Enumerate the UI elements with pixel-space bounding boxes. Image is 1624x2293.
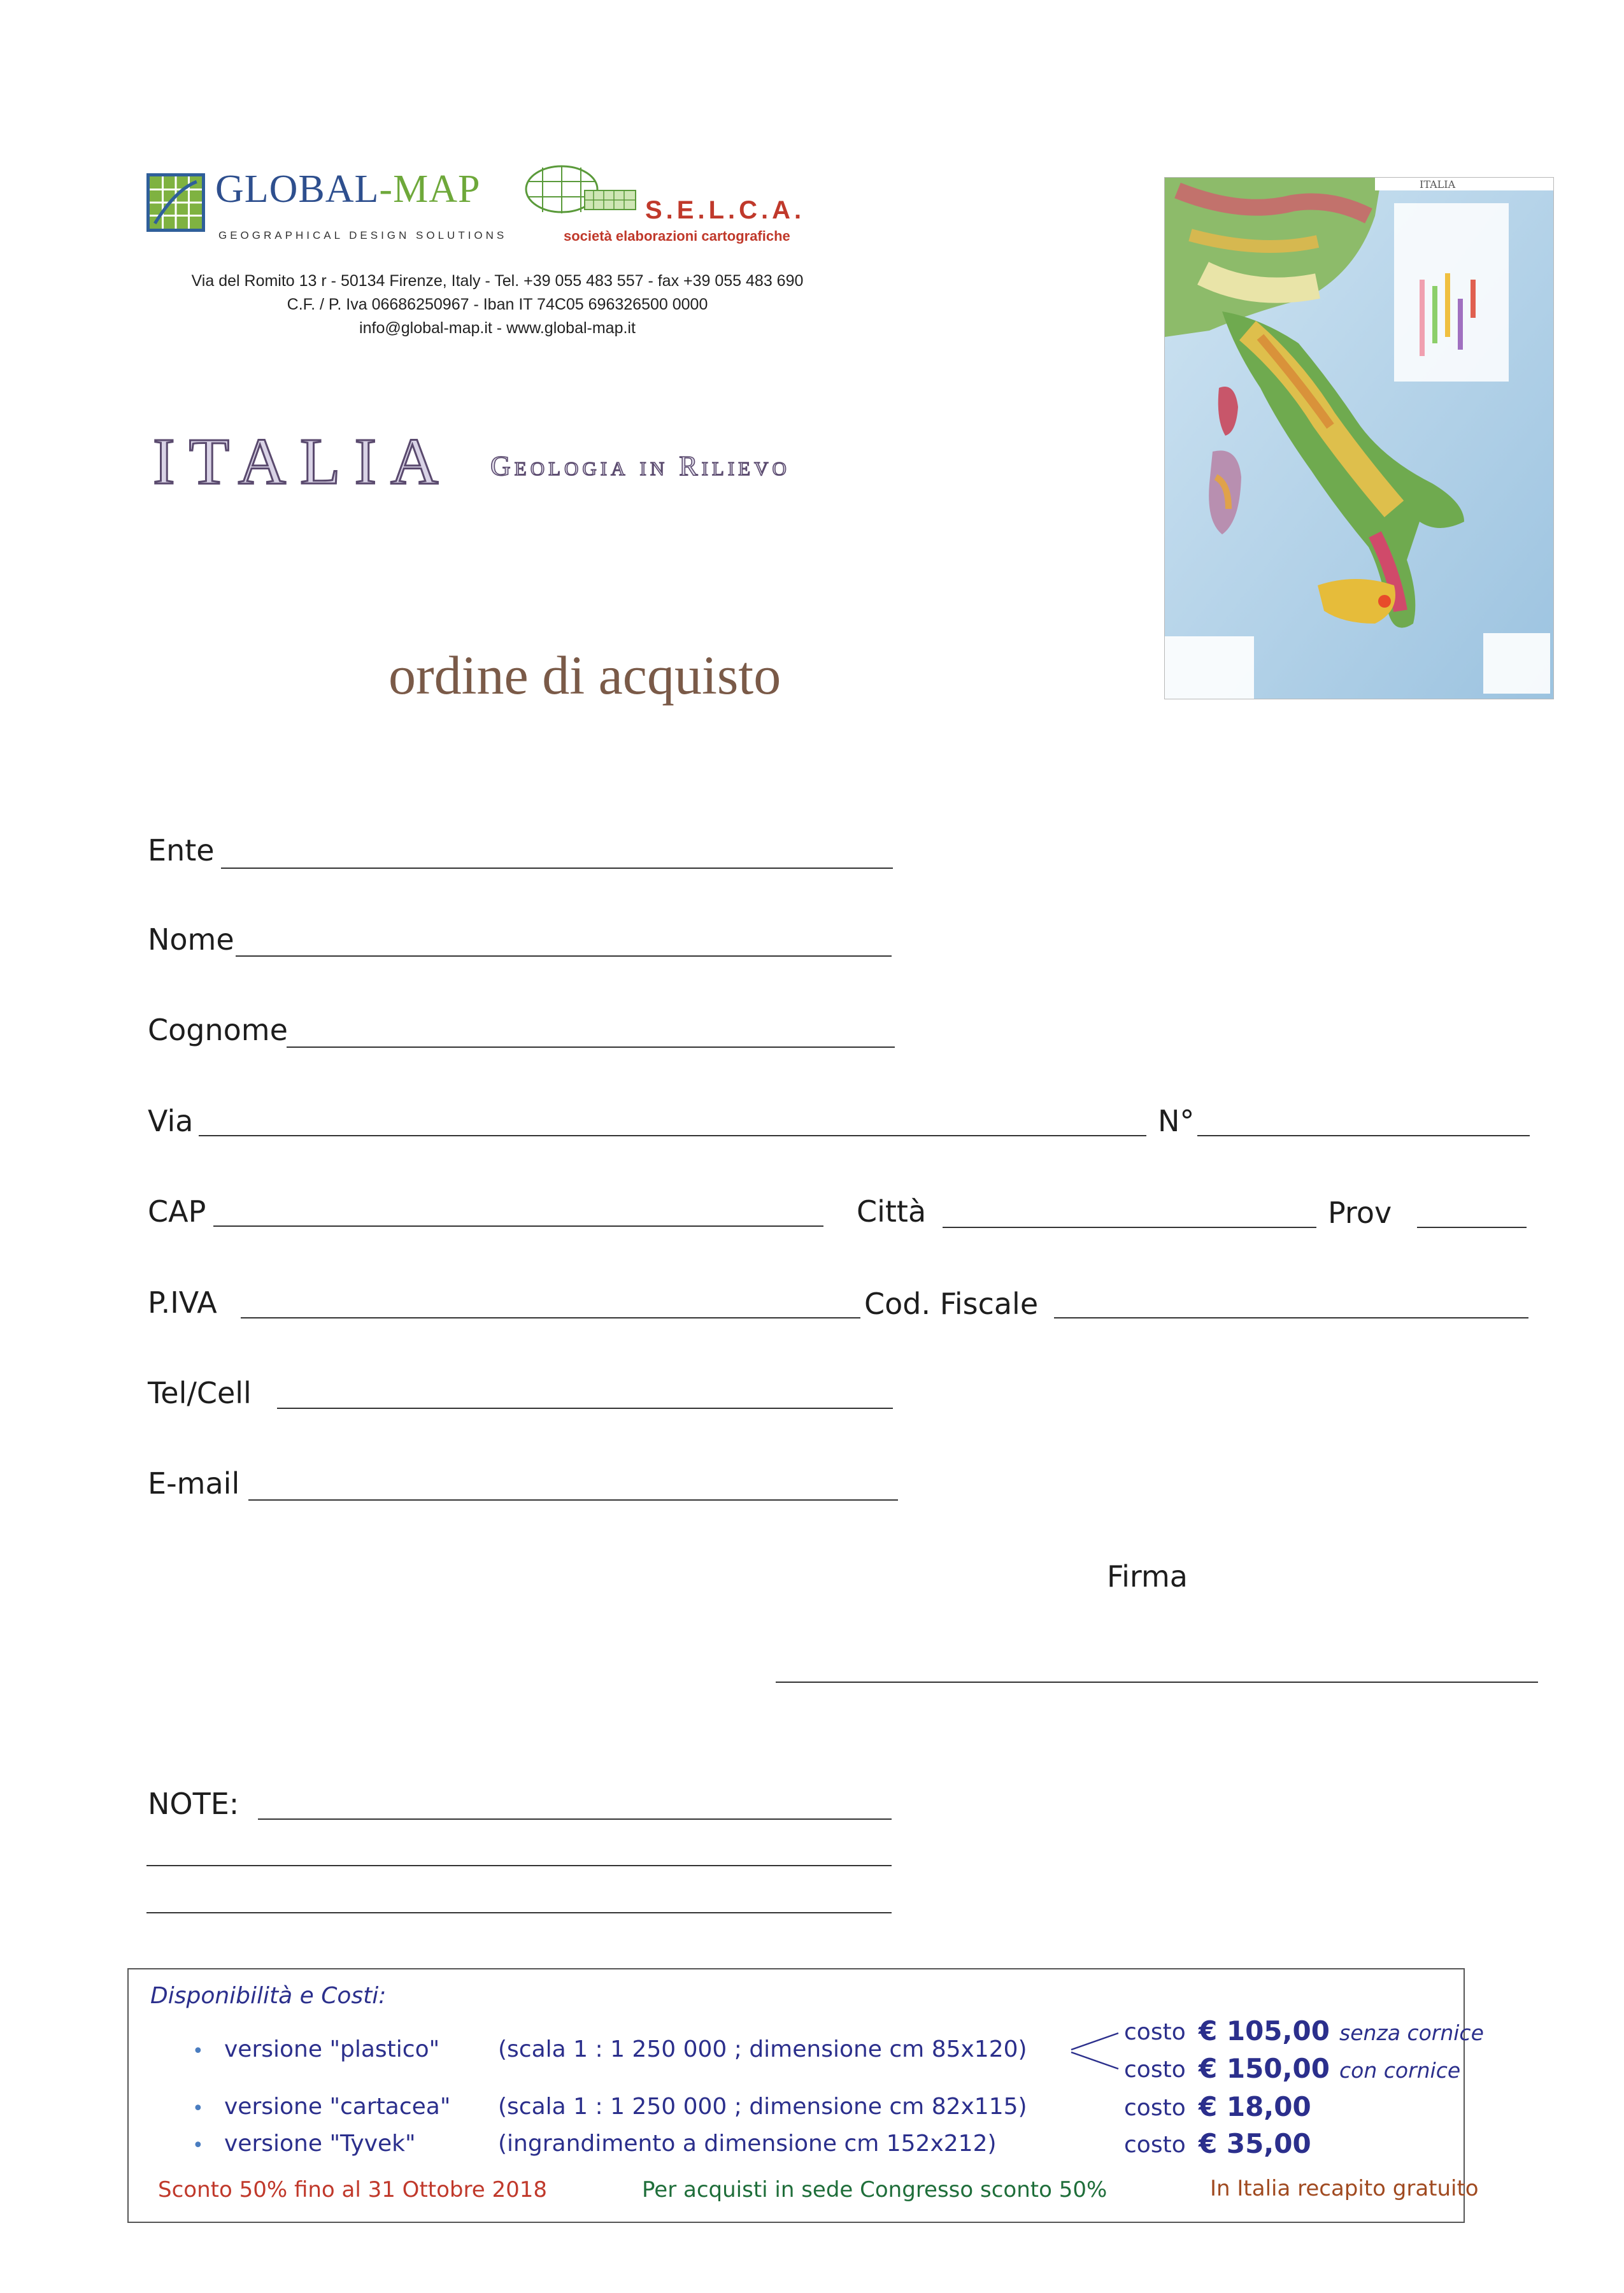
document-title: ordine di acquisto (388, 645, 781, 706)
tax-line: C.F. / P. Iva 06686250967 - Iban IT 74C05 696326500 0000 (287, 296, 708, 313)
contact-line: info@global-map.it - www.global-map.it (359, 319, 636, 337)
detail-tyvek: (ingrandimento a dimensione cm 152x212) (498, 2131, 997, 2157)
piva-field[interactable] (241, 1317, 860, 1318)
price-cartacea: € 18,00 (1199, 2091, 1311, 2122)
email-field[interactable] (248, 1499, 898, 1501)
citta-field[interactable] (943, 1227, 1316, 1228)
cod-fiscale-field[interactable] (1054, 1317, 1528, 1318)
cognome-label: Cognome (148, 1013, 288, 1047)
via-field[interactable] (199, 1135, 1146, 1136)
price-label: costo (1124, 2132, 1186, 2158)
bracket-connector-icon (1070, 2025, 1121, 2076)
cap-field[interactable] (213, 1225, 823, 1227)
address-line: Via del Romito 13 r - 50134 Firenze, Italy - Tel. +39 055 483 557 - fax +39 055 483 690 (191, 272, 804, 290)
version-tyvek: versione "Tyvek" (224, 2131, 416, 2157)
bullet-icon: • (192, 2097, 204, 2120)
cap-label: CAP (148, 1194, 206, 1229)
nome-field[interactable] (236, 955, 892, 957)
price-label: costo (1124, 2095, 1186, 2121)
costs-heading: Disponibilità e Costi: (150, 1983, 387, 2009)
version-plastico: versione "plastico" (224, 2036, 440, 2062)
prov-field[interactable] (1417, 1227, 1527, 1228)
price-plastico-con: € 150,00 (1199, 2053, 1330, 2084)
note-label: NOTE: (148, 1787, 239, 1821)
numero-label: N° (1158, 1104, 1195, 1138)
tel-field[interactable] (277, 1408, 893, 1409)
italy-geology-map-image (1164, 177, 1554, 699)
firma-field[interactable] (776, 1682, 1538, 1683)
price-label: costo (1124, 2057, 1186, 2083)
price-note-senza: senza cornice (1339, 2020, 1484, 2045)
shipping-note: In Italia recapito gratuito (1210, 2176, 1479, 2201)
map-title: ITALIA (1420, 178, 1456, 190)
note-line-3[interactable] (146, 1912, 892, 1913)
selca-subtitle: società elaborazioni cartografiche (564, 228, 790, 244)
discount-note: Sconto 50% fino al 31 Ottobre 2018 (158, 2177, 547, 2203)
firma-label: Firma (1107, 1559, 1188, 1594)
piva-label: P.IVA (148, 1285, 217, 1320)
citta-label: Città (857, 1194, 927, 1229)
product-subtitle: Geologia in Rilievo (490, 450, 790, 482)
product-title: ITALIA (153, 425, 453, 498)
price-plastico-senza: € 105,00 (1199, 2015, 1330, 2047)
prov-label: Prov (1328, 1196, 1392, 1230)
version-cartacea: versione "cartacea" (224, 2094, 451, 2120)
ente-label: Ente (148, 833, 215, 868)
price-label: costo (1124, 2019, 1186, 2045)
note-field[interactable] (258, 1818, 892, 1820)
congress-note: Per acquisti in sede Congresso sconto 50% (642, 2177, 1108, 2203)
selca-name: S.E.L.C.A. (645, 196, 806, 224)
cod-fiscale-label: Cod. Fiscale (864, 1287, 1039, 1321)
global-map-logo-icon (146, 173, 205, 232)
cognome-field[interactable] (287, 1046, 895, 1048)
bullet-icon: • (192, 2040, 204, 2062)
email-label: E-mail (148, 1466, 240, 1501)
via-label: Via (148, 1104, 194, 1138)
price-note-con: con cornice (1339, 2058, 1461, 2083)
ente-field[interactable] (221, 868, 893, 869)
nome-label: Nome (148, 922, 234, 957)
price-tyvek: € 35,00 (1199, 2128, 1311, 2159)
selca-logo-icon (524, 162, 638, 224)
numero-field[interactable] (1197, 1135, 1530, 1136)
global-map-name: GLOBAL-MAP (215, 168, 481, 211)
detail-cartacea: (scala 1 : 1 250 000 ; dimensione cm 82x115) (498, 2094, 1027, 2120)
detail-plastico: (scala 1 : 1 250 000 ; dimensione cm 85x120) (498, 2036, 1027, 2062)
tel-label: Tel/Cell (148, 1376, 252, 1410)
note-line-2[interactable] (146, 1865, 892, 1866)
global-map-tagline: GEOGRAPHICAL DESIGN SOLUTIONS (218, 229, 508, 241)
bullet-icon: • (192, 2134, 204, 2157)
